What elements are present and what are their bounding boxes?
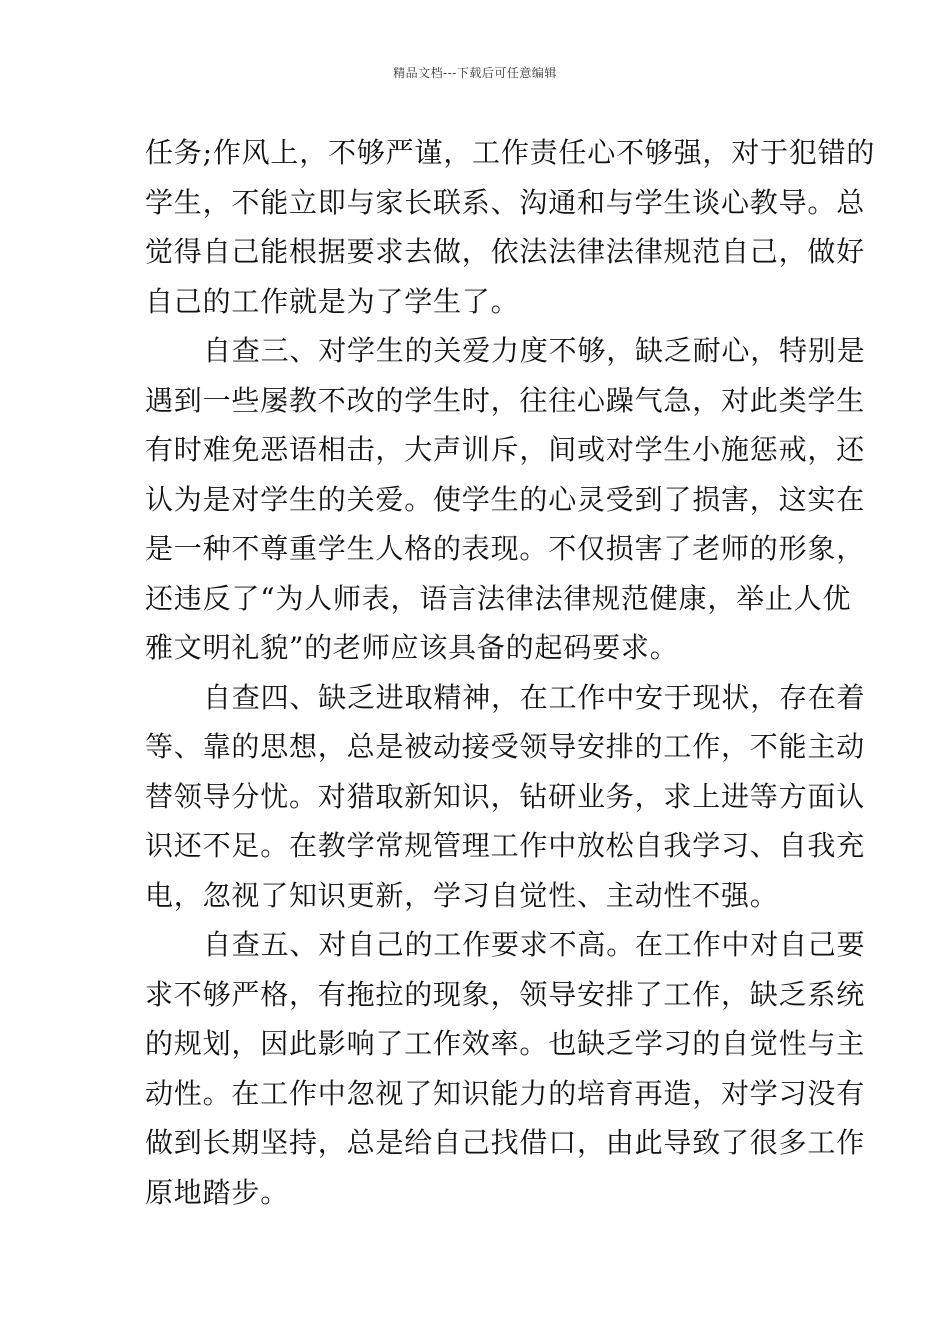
text-line: 原地踏步。 [145, 1175, 290, 1209]
text-line: 识还不足。在教学常规管理工作中放松自我学习、自我充 [145, 829, 866, 862]
text-line: 做到长期坚持，总是给自己找借口，由此导致了很多工作 [145, 1126, 866, 1159]
text-line: 电，忽视了知识更新，学习自觉性、主动性不强。 [145, 878, 779, 912]
paragraph [145, 326, 866, 673]
text-line: 求不够严格，有拖拉的现象，领导安排了工作，缺乏系统 [145, 977, 866, 1011]
text-line: 自查五、对自己的工作要求不高。在工作中对自己要 [203, 928, 866, 961]
text-line: 学生，不能立即与家长联系、沟通和与学生谈心教导。总 [145, 185, 866, 219]
text-line: 等、靠的思想，总是被动接受领导安排的工作，不能主动 [145, 730, 866, 763]
text-line: 动性。在工作中忽视了知识能力的培育再造，对学习没有 [145, 1076, 866, 1110]
paragraph [145, 128, 876, 326]
text-line: 是一种不尊重学生人格的表现。不仅损害了老师的形象， [145, 532, 866, 565]
text-line: 的规划，因此影响了工作效率。也缺乏学习的自觉性与主 [145, 1027, 866, 1060]
text-line: 雅文明礼貌”的老师应该具备的起码要求。 [145, 631, 679, 664]
page-header: 精品文档---下载后可任意编辑 [393, 66, 557, 80]
text-line: 遇到一些屡教不改的学生时，往往心躁气急，对此类学生 [145, 383, 866, 417]
text-line: 任务;作风上，不够严谨，工作责任心不够强，对于犯错的 [145, 136, 876, 169]
text-line: 还违反了“为人师表，语言法律法律规范健康，举止人优 [145, 581, 852, 615]
text-line: 觉得自己能根据要求去做，依法法律法律规范自己，做好 [145, 235, 866, 268]
paragraph [145, 920, 866, 1217]
text-line: 自己的工作就是为了学生了。 [145, 284, 520, 318]
paragraph [145, 673, 866, 921]
text-line: 认为是对学生的关爱。使学生的心灵受到了损害，这实在 [145, 482, 866, 516]
document-body [145, 128, 876, 1217]
text-line: 自查三、对学生的关爱力度不够，缺乏耐心，特别是 [203, 334, 866, 367]
text-line: 替领导分忧。对猎取新知识，钻研业务，求上进等方面认 [145, 779, 866, 813]
text-line: 有时难免恶语相击，大声训斥，间或对学生小施惩戒，还 [145, 433, 866, 466]
text-line: 自查四、缺乏进取精神，在工作中安于现状，存在着 [203, 680, 866, 714]
